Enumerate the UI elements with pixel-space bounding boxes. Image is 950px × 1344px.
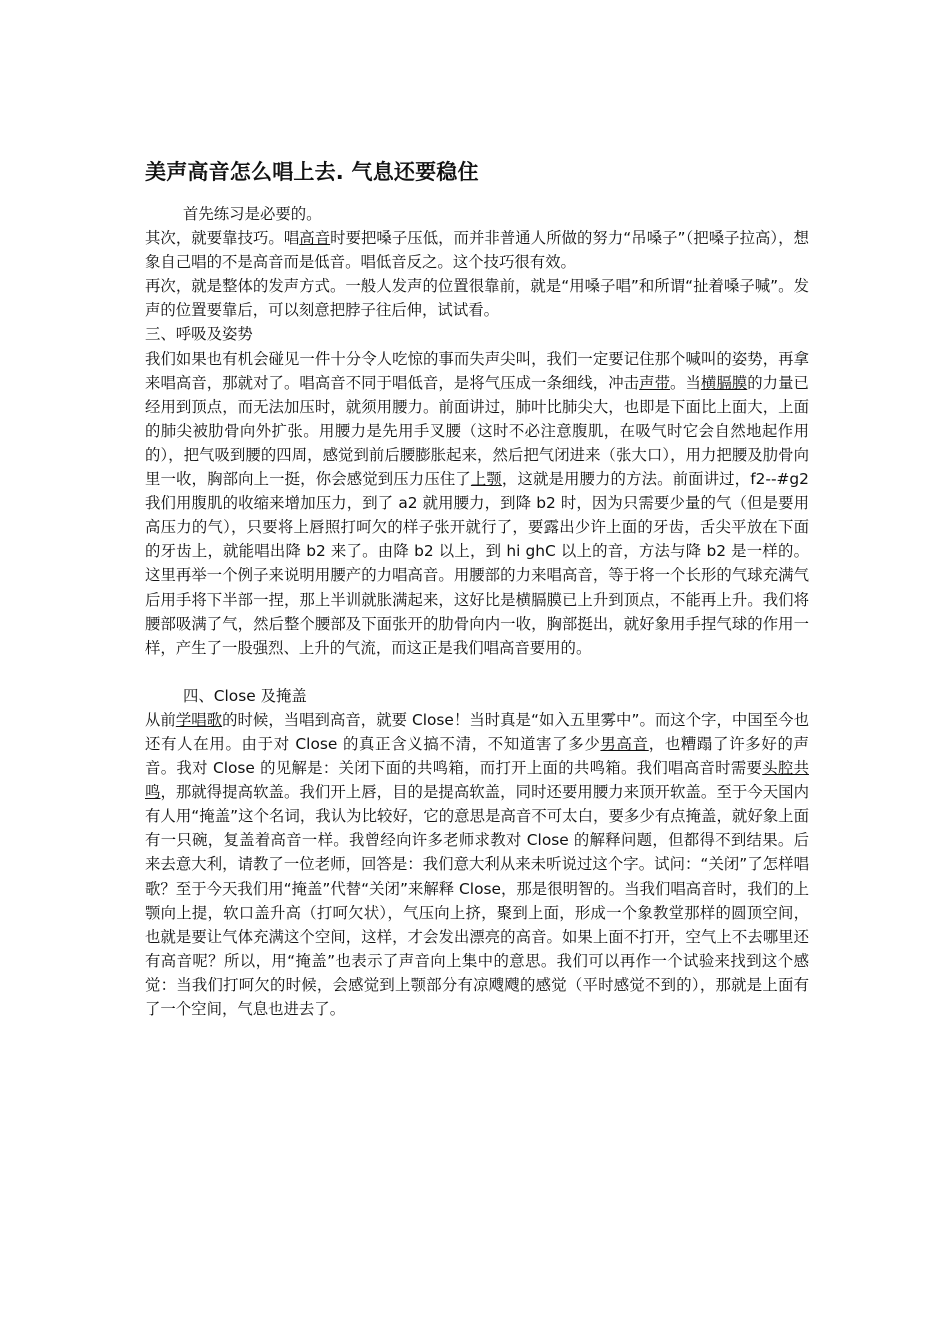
text-run: 的力量已经用到顶点，而无法加压时，就须用腰力。前面讲过，肺叶比肺尖大，也即是下面比上面大，上面的肺尖被肋骨向外扩张。用腰力是先用手叉腰（这时不必注意腹肌，在吸气时它会自然地起作用的），把气吸到腰的四周，感觉到前后腰膨胀起来，然后把气闭进来（张大口），用力把腰及肋骨向里一收，胸部向上一挺，你会感觉到压力压住了 — [145, 373, 809, 489]
text-run: 时要把嗓子压低，而并非普通人所做的努力“吊嗓子”（把嗓子拉高），想象自己唱的不是高音而是低音。唱低音反之。这个技巧很有效。 — [145, 229, 809, 272]
paragraph-spacer — [145, 660, 809, 684]
text-run: 从前 — [145, 710, 176, 729]
text-run: ，那就得提高软盖。我们开上唇，目的是提高软盖，同时还要用腰力来顶开软盖。至于今天国内有人用“掩盖”这个名词，我认为比较好，它的意思是高音不可太白，要多少有点掩盖，就好象上面有一只碗，复盖着高音一样。我曾经向许多老师求教对 Close 的解释问题，但都得不到结果。后来去意大利，请教了一位老师，回答是：我们意大利从来未听说过这个字。试问：“关闭”了怎样唱歌？至于今天我们用“掩盖”代替“关闭”来解释 Close，那是很明智的。当我们唱高音时，我们的上颚向上提，软口盖升高（打呵欠状），气压向上挤，聚到上面，形成一个象教堂那样的圆顶空间，也就是要让气体充满这个空间，这样，才会发出漂亮的高音。如果上面不打开，空气上不去哪里还有高音呢？所以，用“掩盖”也表示了声音向上集中的意思。我们可以再作一个试验来找到这个感觉：当我们打呵欠的时候，会感觉到上颚部分有凉飕飕的感觉（平时感觉不到的），那就是上面有了一个空间，气息也进去了。 — [145, 783, 809, 1018]
document-body — [145, 154, 809, 1021]
text-run: 其次，就要靠技巧。唱 — [145, 229, 300, 248]
paragraph-breathing — [145, 347, 809, 660]
link-high-pitch[interactable]: 高音 — [299, 229, 331, 248]
section-heading-close: 四、Close 及掩盖 — [183, 686, 307, 705]
paragraph-technique — [145, 226, 809, 274]
text-run: 我们如果也有机会碰见一件十分令人吃惊的事而失声尖叫，我们一定要记住那个喊叫的姿势，再拿来唱高音，那就对了。唱高音不同于唱低音，是将气压成一条细线，冲击 — [145, 349, 809, 392]
link-vocal-cords[interactable]: 声带 — [639, 373, 671, 392]
link-head-resonance[interactable]: 头腔共鸣 — [145, 759, 809, 802]
link-tenor[interactable]: 男高音 — [600, 734, 649, 753]
link-palate[interactable]: 上颚 — [470, 470, 502, 489]
section-heading-breathing: 三、呼吸及姿势 — [145, 325, 253, 344]
text-run: ，也糟蹋了许多好的声音。我对 Close 的见解是：关闭下面的共鸣箱，而打开上面的共鸣箱。我们唱高音时需要 — [145, 734, 809, 778]
text-run: 。当 — [670, 373, 701, 392]
paragraph-close — [145, 708, 809, 1021]
link-diaphragm[interactable]: 横膈膜 — [700, 373, 748, 392]
link-learn-singing[interactable]: 学唱歌 — [175, 710, 223, 729]
text-run: 的时候，当唱到高音，就要 Close！当时真是“如入五里雾中”。而这个字，中国至今也还有人在用。由于对 Close 的真正含义搞不清，不知道害了多少 — [145, 710, 809, 753]
document-title: 美声高音怎么唱上去. 气息还要稳住 — [145, 160, 479, 184]
paragraph-vocal-position: 再次，就是整体的发声方式。一般人发声的位置很靠前，就是“用嗓子唱”和所谓“扯着嗓子喊”。发声的位置要靠后，可以刻意把脖子往后伸，试试看。 — [145, 277, 809, 320]
paragraph-practice: 首先练习是必要的。 — [183, 205, 322, 223]
text-run: ，这就是用腰力的方法。前面讲过，f2--#g2 我们用腹肌的收缩来增加压力，到了 a2 就用腰力，到降 b2 时，因为只需要少量的气（但是要用高压力的气），只要将上唇照打呵欠的样子张开就行了，要露出少许上面的牙齿，舌尖平放在下面的牙齿上，就能唱出降 b2 来了。由降 b2 以上，到 hi ghC 以上的音，方法与降 b2 是一样的。这里再举一个例子来说明用腰产的力唱高音。用腰部的力来唱高音，等于将一个长形的气球充满气后用手将下半部一捏，那上半训就胀满起来，这好比是横膈膜已上升到顶点，不能再上升。我们将腰部吸满了气，然后整个腰部及下面张开的肋骨向内一收，胸部挺出，就好象用手捏气球的作用一样，产生了一股强烈、上升的气流，而这正是我们唱高音要用的。 — [145, 470, 809, 657]
